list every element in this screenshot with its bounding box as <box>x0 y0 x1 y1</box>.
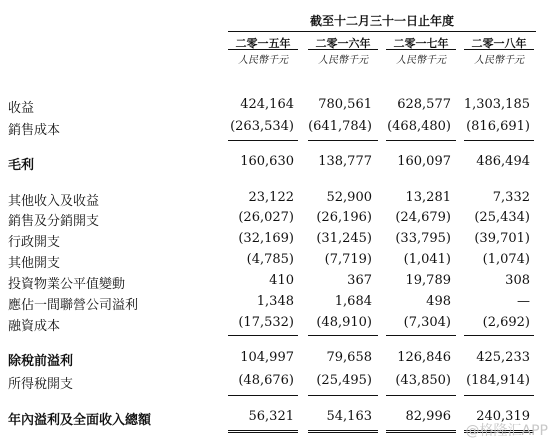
value-2016: 367 <box>347 273 372 288</box>
year-2018-unit: 人民幣千元 <box>474 55 524 66</box>
row-label: 毛利 <box>8 158 35 173</box>
year-2018-rule <box>464 49 534 50</box>
value-2017: (7,304) <box>403 315 451 330</box>
subtotal-rule <box>308 395 378 396</box>
value-2015: (4,785) <box>246 252 294 267</box>
value-2016: (48,910) <box>316 315 372 330</box>
year-2017-header: 二零一七年 <box>393 37 449 50</box>
period-heading: 截至十二月三十一日止年度 <box>309 14 454 28</box>
value-2015: 23,122 <box>248 190 294 205</box>
value-2018: (1,074) <box>482 252 530 267</box>
value-2017: (43,850) <box>395 373 451 388</box>
subtotal-rule <box>228 335 298 336</box>
value-2015: (32,169) <box>238 231 294 246</box>
row-label: 除稅前溢利 <box>8 354 74 369</box>
subtotal-rule <box>386 140 456 141</box>
table-row <box>0 294 554 312</box>
table-row <box>0 373 554 391</box>
value-2015: (263,534) <box>230 119 294 134</box>
year-2016-header: 二零一六年 <box>315 37 371 50</box>
value-2018: (25,434) <box>474 210 530 225</box>
value-2016: (25,495) <box>316 373 372 388</box>
row-label: 應佔一間聯營公司溢利 <box>8 298 139 313</box>
value-2017: 160,097 <box>397 154 451 169</box>
value-2016: 138,777 <box>318 154 372 169</box>
value-2016: (31,245) <box>316 231 372 246</box>
value-2017: 13,281 <box>405 190 451 205</box>
row-label: 銷售成本 <box>8 123 61 138</box>
subtotal-rule <box>308 335 378 336</box>
year-2017-rule <box>386 49 456 50</box>
table-row <box>0 273 554 291</box>
subtotal-rule <box>464 140 534 141</box>
value-2018: (816,691) <box>466 119 530 134</box>
row-label: 年內溢利及全面收入總額 <box>8 413 152 428</box>
value-2017: (33,795) <box>395 231 451 246</box>
value-2015: 410 <box>269 273 294 288</box>
table-row <box>0 315 554 333</box>
row-label: 融資成本 <box>8 319 61 334</box>
year-2016-unit: 人民幣千元 <box>318 55 368 66</box>
row-label: 投資物業公平值變動 <box>8 277 126 292</box>
value-2015: 160,630 <box>240 154 294 169</box>
value-2016: 1,684 <box>334 294 372 309</box>
value-2017: (468,480) <box>387 119 451 134</box>
subtotal-rule <box>228 395 298 396</box>
table-row <box>0 231 554 249</box>
value-2016: 54,163 <box>326 409 372 424</box>
total-double-rule <box>386 430 456 433</box>
subtotal-rule <box>308 140 378 141</box>
value-2018: (184,914) <box>466 373 530 388</box>
subtotal-rule <box>386 395 456 396</box>
value-2017: (24,679) <box>395 210 451 225</box>
value-2015: (48,676) <box>238 373 294 388</box>
value-2018: (2,692) <box>482 315 530 330</box>
year-2017-unit: 人民幣千元 <box>396 55 446 66</box>
value-2015: (17,532) <box>238 315 294 330</box>
row-label: 銷售及分銷開支 <box>8 214 100 229</box>
value-2015: 1,348 <box>256 294 294 309</box>
value-2017: 628,577 <box>397 97 451 112</box>
value-2016: 52,900 <box>326 190 372 205</box>
row-label: 行政開支 <box>8 235 61 250</box>
row-label: 其他開支 <box>8 256 61 271</box>
value-2018: 425,233 <box>476 350 530 365</box>
table-row <box>0 97 554 115</box>
total-double-rule <box>308 430 378 433</box>
value-2017: 19,789 <box>405 273 451 288</box>
subtotal-rule <box>228 140 298 141</box>
value-2016: (26,196) <box>316 210 372 225</box>
value-2016: 780,561 <box>318 97 372 112</box>
table-row <box>0 252 554 270</box>
value-2018: 240,319 <box>476 409 530 424</box>
value-2018: (39,701) <box>474 231 530 246</box>
value-2018: 1,303,185 <box>463 97 530 112</box>
table-row <box>0 190 554 208</box>
value-2018: 486,494 <box>476 154 530 169</box>
value-2017: (1,041) <box>403 252 451 267</box>
value-2017: 498 <box>426 294 451 309</box>
table-row <box>0 350 554 368</box>
subtotal-rule <box>386 335 456 336</box>
year-2015-unit: 人民幣千元 <box>238 55 288 66</box>
row-label: 其他收入及收益 <box>8 194 100 209</box>
value-2018: 308 <box>505 273 530 288</box>
value-2015: 104,997 <box>240 350 294 365</box>
table-row <box>0 119 554 137</box>
value-2018: 7,332 <box>492 190 530 205</box>
year-2016-rule <box>308 49 378 50</box>
value-2015: (26,027) <box>238 210 294 225</box>
table-row <box>0 154 554 172</box>
table-row <box>0 210 554 228</box>
subtotal-rule <box>464 395 534 396</box>
value-2016: (641,784) <box>308 119 372 134</box>
value-2016: (7,719) <box>324 252 372 267</box>
value-2017: 82,996 <box>405 409 451 424</box>
total-double-rule <box>228 430 298 433</box>
row-label: 所得稅開支 <box>8 377 74 392</box>
year-2015-header: 二零一五年 <box>235 37 291 50</box>
row-label: 收益 <box>8 101 35 116</box>
value-2018: — <box>517 294 530 309</box>
value-2017: 126,846 <box>397 350 451 365</box>
watermark: @格隆汇APP <box>465 423 548 439</box>
value-2015: 424,164 <box>240 97 294 112</box>
year-2015-rule <box>228 49 298 50</box>
value-2015: 56,321 <box>248 409 294 424</box>
period-rule <box>228 31 536 32</box>
year-2018-header: 二零一八年 <box>471 37 527 50</box>
subtotal-rule <box>464 335 534 336</box>
value-2016: 79,658 <box>326 350 372 365</box>
